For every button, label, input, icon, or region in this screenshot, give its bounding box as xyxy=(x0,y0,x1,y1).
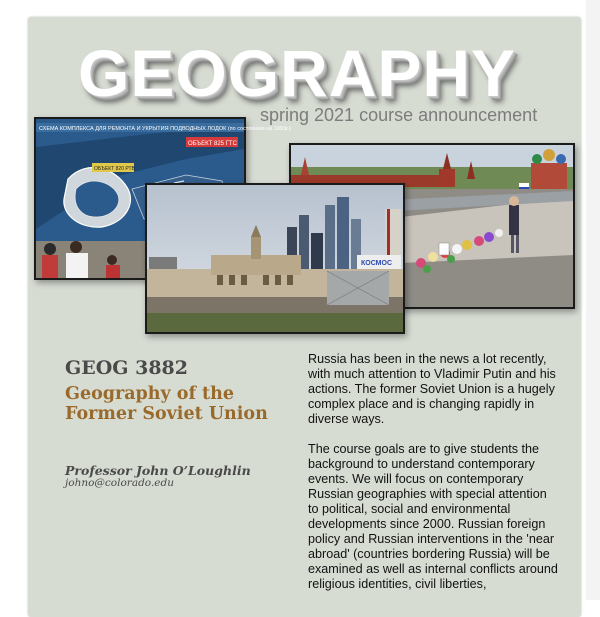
professor-email[interactable]: johno@colorado.edu xyxy=(65,477,174,489)
sign-label-a: ОБЪЕКТ 825 ГТС xyxy=(188,141,237,147)
course-code: GEOG 3882 xyxy=(65,357,188,379)
viewer-right-margin xyxy=(586,0,600,600)
sign-title-text: СХЕМА КОМПЛЕКСА ДЛЯ РЕМОНТА И УКРЫТИЯ ПОДВОДНЫХ ЛОДОК (по состоянию на 1993г.) xyxy=(39,126,291,132)
course-title: Geography of the Former Soviet Union xyxy=(65,384,268,424)
professor-name: Professor John O’Loughlin xyxy=(65,463,251,478)
description-paragraph-1: Russia has been in the news a lot recently, with much attention to Vladimir Putin and his actions. The former Soviet Union is a hugely complex place and is changing rapidly in diverse ways. xyxy=(308,352,556,426)
moscow-skyline-photo xyxy=(145,183,405,334)
geography-title: GEOGRAPHY xyxy=(78,36,517,110)
description-paragraph-2: The course goals are to give students the background to understand contemporary events. We will focus on contemporary Russian geographies with special attention to political, social and environmental developments since 2000. Russian foreign policy and Russian interventions in the 'near abroad' (countries bordering Russia) will be examined as well as internal conflicts around religious identities, civil liberties, xyxy=(308,442,558,591)
billboard-text: КОСМОС xyxy=(361,260,393,267)
moscow-skyline-image xyxy=(147,185,403,332)
announcement-page xyxy=(28,17,581,617)
sign-label-b: ОБЪЕКТ 820 РТВ xyxy=(94,166,135,172)
course-announcement-subtitle: spring 2021 course announcement xyxy=(260,105,538,125)
course-description xyxy=(308,352,560,607)
